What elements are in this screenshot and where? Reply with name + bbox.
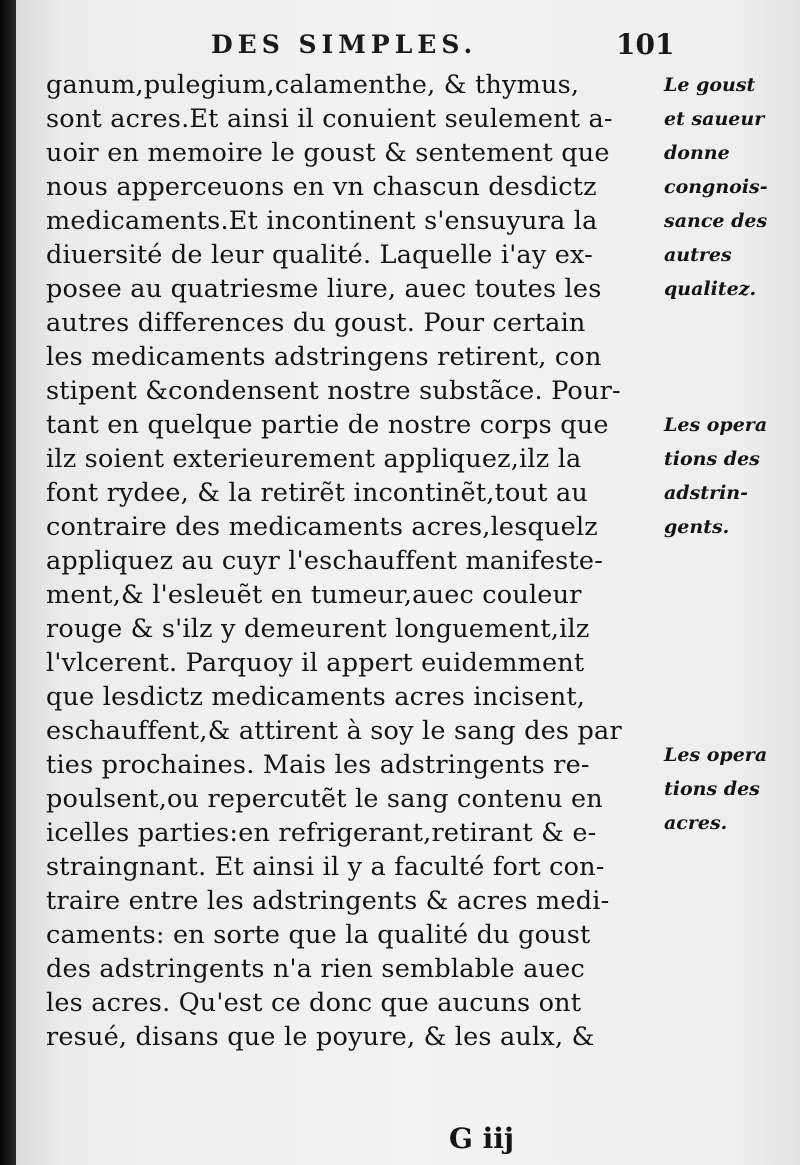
margin-note-line: autres [664,244,732,266]
page-edge-shadow [0,0,16,1165]
margin-note-line: gents. [664,516,730,538]
text-line: uoir en memoire le goust & sentement que [46,138,610,168]
text-line: font rydee, & la retirẽt incontinẽt,tout au [46,478,588,508]
text-line: caments: en sorte que la qualité du goust [46,920,591,950]
text-line: ties prochaines. Mais les adstringents re- [46,750,590,780]
text-line: des adstringents n'a rien semblable auec [46,954,585,984]
text-line: les acres. Qu'est ce donc que aucuns ont [46,988,582,1018]
margin-note-line: Les opera [664,744,768,766]
text-line: ganum,pulegium,calamenthe, & thymus, [46,70,580,100]
margin-note-line: et saueur [664,108,765,130]
margin-note-line: sance des [664,210,768,232]
text-line: traire entre les adstringents & acres medi- [46,886,610,916]
text-line: rouge & s'ilz y demeurent longuement,ilz [46,614,590,644]
text-line: tant en quelque partie de nostre corps que [46,410,609,440]
margin-note-line: tions des [664,448,760,470]
text-line: sont acres.Et ainsi il conuient seulement a- [46,104,613,134]
margin-note-line: qualitez. [664,278,757,300]
text-line: que lesdictz medicaments acres incisent, [46,682,586,712]
text-line: l'vlcerent. Parquoy il appert euidemment [46,648,585,678]
margin-note-adstringents [664,408,800,544]
margin-note-line: Les opera [664,414,768,436]
text-line: icelles parties:en refrigerant,retirant & e- [46,818,597,848]
margin-note-acres [664,738,800,840]
text-line: stipent &condensent nostre substãce. Pour- [46,376,621,406]
text-line: posee au quatriesme liure, auec toutes les [46,274,602,304]
text-line: contraire des medicaments acres,lesquelz [46,512,598,542]
signature-mark: G iij [449,1122,515,1155]
text-line: ment,& l'esleuẽt en tumeur,auec couleur [46,580,582,610]
text-line: poulsent,ou repercutẽt le sang contenu en [46,784,603,814]
margin-note-line: donne [664,142,730,164]
text-line: eschauffent,& attirent à soy le sang des par [46,716,622,746]
text-line: ilz soient exterieurement appliquez,ilz la [46,444,582,474]
margin-note-line: Le goust [664,74,756,96]
text-line: appliquez au cuyr l'eschauffent manifeste- [46,546,604,576]
running-title: DES SIMPLES. [211,30,478,59]
text-line: nous apperceuons en vn chascun desdictz [46,172,597,202]
margin-note-line: congnois- [664,176,768,198]
text-line: les medicaments adstringens retirent, con [46,342,602,372]
margin-note-line: tions des [664,778,760,800]
text-line: medicaments.Et incontinent s'ensuyura la [46,206,598,236]
margin-note-line: adstrin- [664,482,748,504]
margin-note-line: acres. [664,812,728,834]
text-line: straingnant. Et ainsi il y a faculté fort con- [46,852,605,882]
book-page [16,0,800,1165]
text-line: resué, disans que le poyure, & les aulx, & [46,1022,595,1052]
page-number: 101 [616,28,675,61]
margin-note-taste [664,68,800,306]
body-text [46,68,676,1054]
text-line: autres differences du goust. Pour certain [46,308,586,338]
text-line: diuersité de leur qualité. Laquelle i'ay ex- [46,240,593,270]
